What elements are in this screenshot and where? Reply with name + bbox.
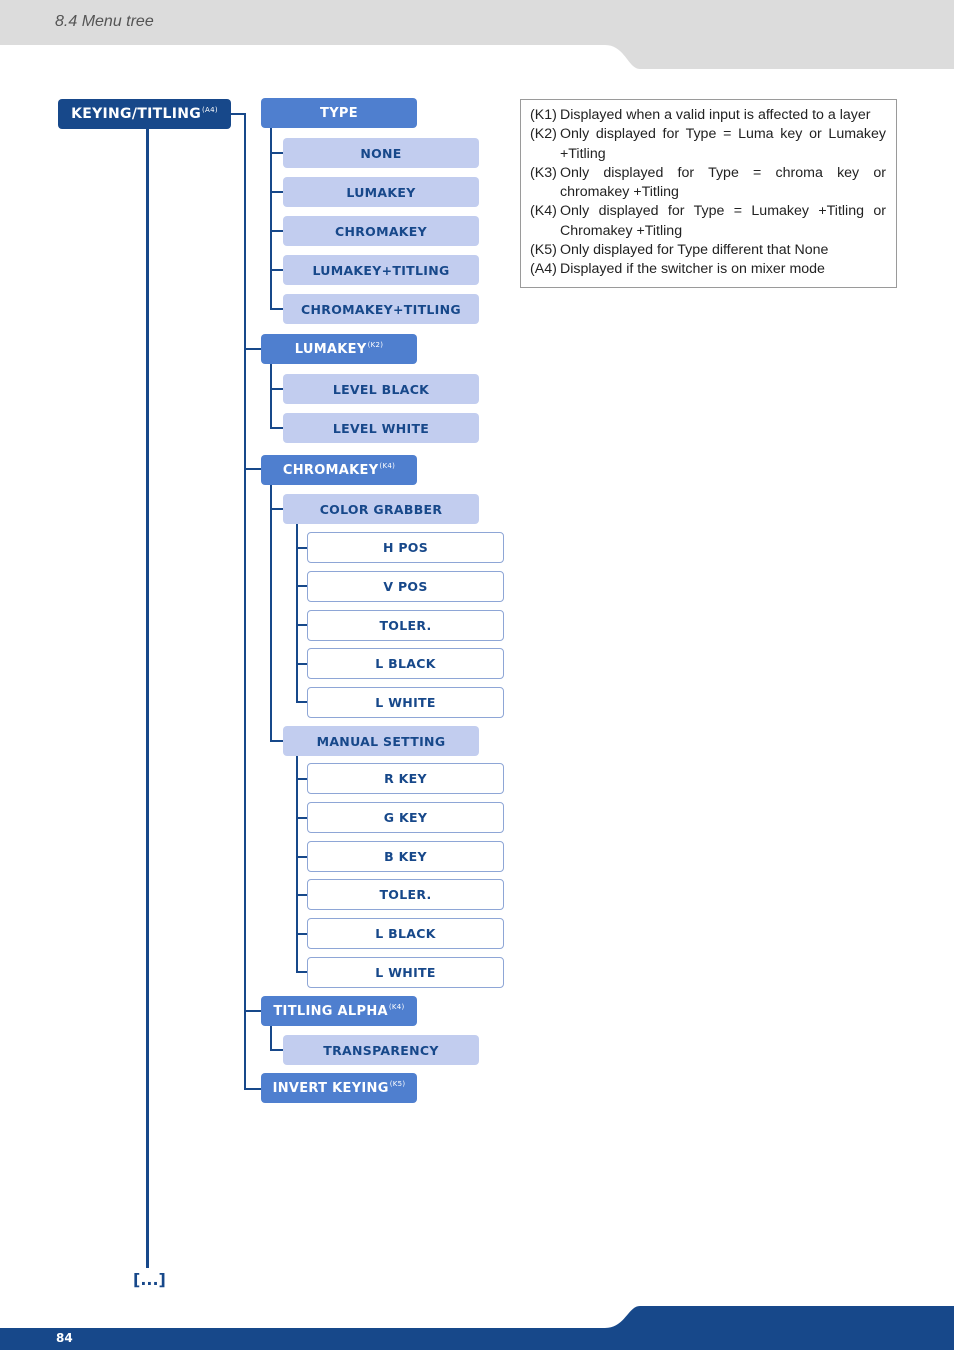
menu-chromakey bbox=[261, 455, 417, 485]
menu-keying-titling-ref: (A4) bbox=[202, 106, 218, 114]
menu-cg-toler: TOLER. bbox=[307, 610, 504, 641]
menu-chromakey-label: CHROMAKEY bbox=[282, 462, 379, 478]
menu-ms-l-white: L WHITE bbox=[307, 957, 504, 988]
menu-level-white: LEVEL WHITE bbox=[283, 413, 479, 443]
menu-keying-titling bbox=[58, 99, 231, 129]
menu-v-pos: V POS bbox=[307, 571, 504, 602]
note-k1: (K1) Displayed when a valid input is affected to a layer bbox=[530, 107, 871, 123]
tree-continuation: [...] bbox=[133, 1270, 166, 1289]
menu-color-grabber: COLOR GRABBER bbox=[283, 494, 479, 524]
menu-type bbox=[261, 98, 417, 128]
header-band bbox=[0, 0, 954, 70]
menu-type-label: TYPE bbox=[320, 105, 358, 121]
note-k3: (K3) Only displayed for Type = chroma key or chromakey +Titling bbox=[530, 164, 886, 201]
menu-g-key: G KEY bbox=[307, 802, 504, 833]
menu-type-none: NONE bbox=[283, 138, 479, 168]
menu-r-key: R KEY bbox=[307, 763, 504, 794]
note-k2: (K2) Only displayed for Type = Luma key or Lumakey +Titling bbox=[530, 126, 886, 162]
menu-h-pos: H POS bbox=[307, 532, 504, 563]
menu-level-black: LEVEL BLACK bbox=[283, 374, 479, 404]
menu-type-lumakey: LUMAKEY bbox=[283, 177, 479, 207]
note-a4: (A4) Displayed if the switcher is on mixer mode bbox=[530, 261, 825, 278]
note-k4: (K4) Only displayed for Type = Lumakey +Titling or Chromakey +Titling bbox=[530, 203, 886, 239]
menu-type-lumakey-titling: LUMAKEY+TITLING bbox=[283, 255, 479, 285]
menu-b-key: B KEY bbox=[307, 841, 504, 872]
footer-band bbox=[0, 1302, 954, 1350]
menu-titling-alpha-label: TITLING ALPHA bbox=[273, 1003, 388, 1019]
menu-cg-l-white: L WHITE bbox=[307, 687, 504, 718]
menu-transparency: TRANSPARENCY bbox=[283, 1035, 479, 1065]
menu-invert-keying bbox=[261, 1073, 417, 1103]
menu-type-chromakey: CHROMAKEY bbox=[283, 216, 479, 246]
menu-chromakey-ref: (K4) bbox=[379, 462, 396, 470]
menu-ms-toler: TOLER. bbox=[307, 879, 504, 910]
section-title: 8.4 Menu tree bbox=[55, 13, 154, 30]
menu-lumakey-label: LUMAKEY bbox=[294, 341, 367, 357]
menu-titling-alpha bbox=[261, 996, 417, 1026]
note-k5: (K5) Only displayed for Type different that None bbox=[530, 242, 829, 259]
menu-keying-titling-label: KEYING/TITLING bbox=[71, 106, 202, 122]
menu-ms-l-black: L BLACK bbox=[307, 918, 504, 949]
menu-manual-setting: MANUAL SETTING bbox=[283, 726, 479, 756]
menu-invert-keying-label: INVERT KEYING bbox=[272, 1080, 389, 1096]
notes-box bbox=[520, 99, 897, 288]
menu-invert-keying-ref: (K5) bbox=[389, 1080, 406, 1088]
menu-lumakey bbox=[261, 334, 417, 364]
menu-cg-l-black: L BLACK bbox=[307, 648, 504, 679]
menu-titling-alpha-ref: (K4) bbox=[388, 1003, 405, 1011]
menu-type-chromakey-titling: CHROMAKEY+TITLING bbox=[283, 294, 479, 324]
menu-lumakey-ref: (K2) bbox=[367, 341, 384, 349]
page-number: 84 bbox=[56, 1331, 73, 1345]
